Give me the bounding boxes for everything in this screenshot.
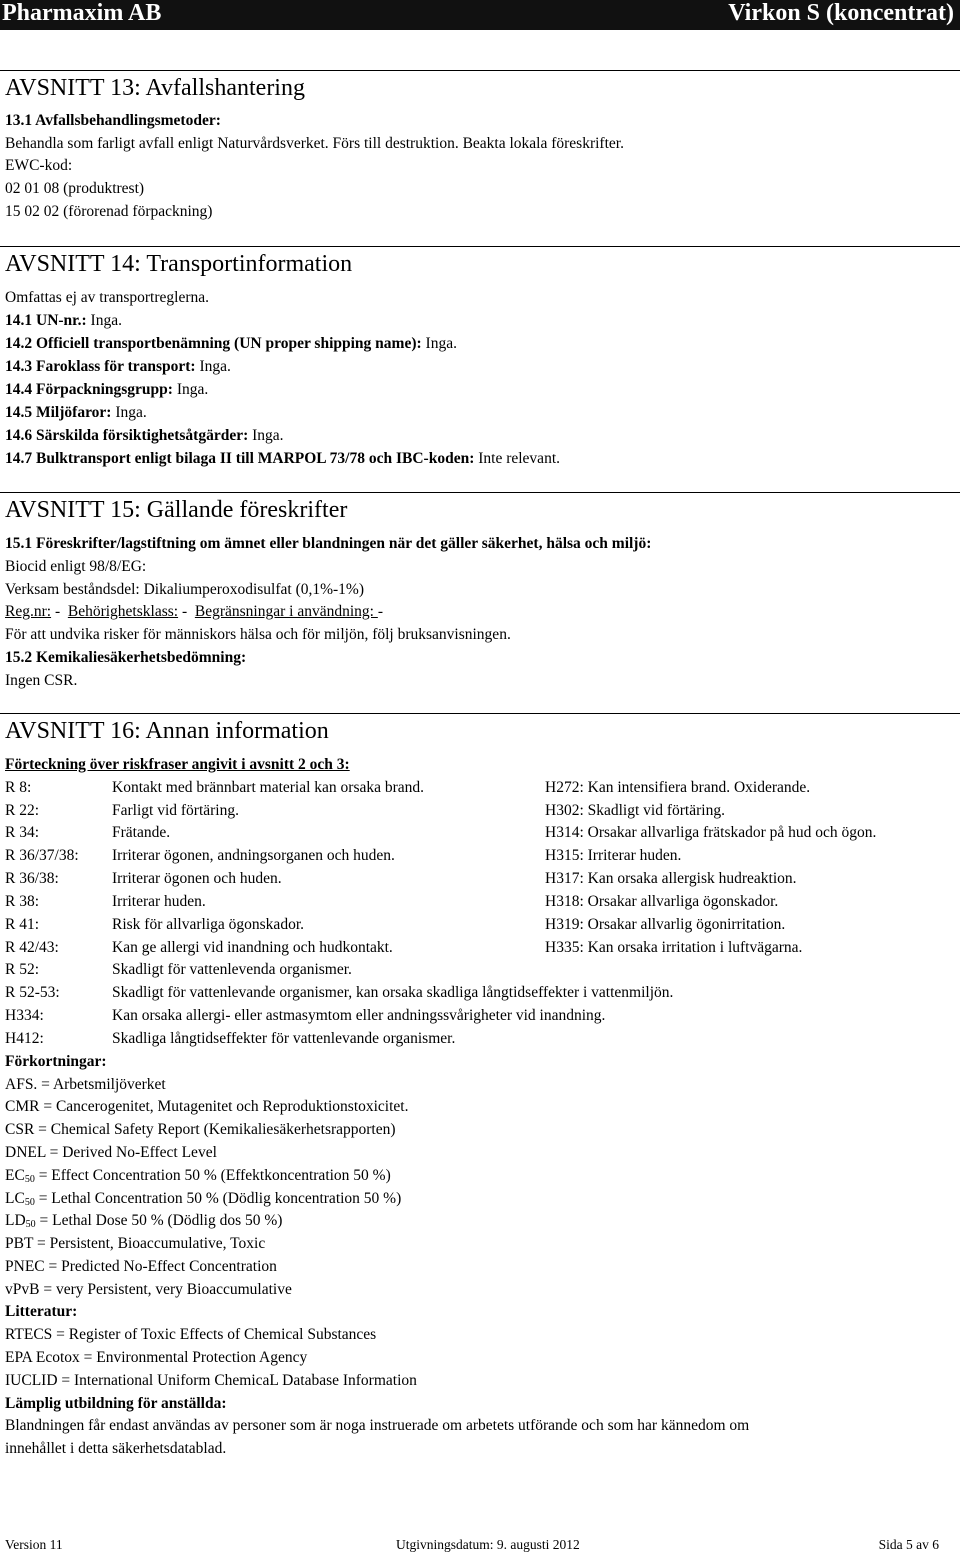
abbreviations-title: Förkortningar: [5,1053,107,1070]
risk-phrase-row: R 52: Skadligt för vattenlevenda organismer. [5,961,352,978]
abbreviation-item: CSR = Chemical Safety Report (Kemikaliesäkerhetsrapporten) [5,1121,396,1138]
abbreviation-item: PBT = Persistent, Bioaccumulative, Toxic [5,1235,266,1252]
abbreviation-item: $LC_{50}$ = Lethal Concentration 50 % (Dödlig koncentration 50 %) [5,1190,402,1208]
literature-item: EPA Ecotox = Environmental Protection Agency [5,1349,308,1366]
literature-item: RTECS = Register of Toxic Effects of Chemical Substances [5,1326,377,1343]
risk-phrase-row: R 42/43: Kan ge allergi vid inandning och hudkontakt. H335: Kan orsaka irritation i luftvägarna. [5,939,803,956]
s14-item: 14.4 Förpackningsgrupp: Inga. [5,381,209,398]
company-name: Pharmaxim AB [2,0,162,26]
section-14-title: AVSNITT 14: Transportinformation [5,251,353,277]
abbreviation-item: AFS. = Arbetsmiljöverket [5,1076,166,1093]
csr-text: Ingen CSR. [5,672,78,689]
abbreviation-item: $EC_{50}$ = Effect Concentration 50 % (Effektkoncentration 50 %) [5,1167,391,1185]
ewc-code-1: 02 01 08 (produktrest) [5,180,145,197]
document-header [0,0,960,30]
section-divider [0,492,960,493]
literature-title: Litteratur: [5,1303,78,1320]
literature-item: IUCLID = International Uniform ChemicaL Database Information [5,1372,417,1389]
s14-intro: Omfattas ej av transportreglerna. [5,289,209,306]
risk-phrase-row: R 22: Farligt vid förtäring. H302: Skadligt vid förtäring. [5,802,725,819]
section-divider [0,70,960,71]
risk-phrase-row: H334: Kan orsaka allergi- eller astmasymtom eller andningssvårigheter vid inandning. [5,1007,606,1024]
risk-phrase-row: R 41: Risk för allvarliga ögonskador. H319: Orsakar allvarlig ögonirritation. [5,916,786,933]
s14-item: 14.6 Särskilda försiktighetsåtgärder: Inga. [5,427,284,444]
training-title: Lämplig utbildning för anställda: [5,1395,227,1412]
section-15-title: AVSNITT 15: Gällande föreskrifter [5,497,348,523]
ewc-label: EWC-kod: [5,157,73,174]
s14-item: 14.5 Miljöfaror: Inga. [5,404,147,421]
abbreviation-item: PNEC = Predicted No-Effect Concentration [5,1258,277,1275]
footer-version: Version 11 [5,1537,63,1552]
abbreviation-item: DNEL = Derived No-Effect Level [5,1144,217,1161]
section-16-title: AVSNITT 16: Annan information [5,718,329,744]
ewc-code-2: 15 02 02 (förorenad förpackning) [5,203,213,220]
registration-line: Reg.nr: - Behörighetsklass: - Begränsningar i användning: - [5,603,383,620]
section-13-title: AVSNITT 13: Avfallshantering [5,75,305,101]
s15-subheading: 15.1 Föreskrifter/lagstiftning om ämnet eller blandningen när det gäller säkerhet, hälsa och miljö: [5,535,652,552]
s14-item: 14.7 Bulktransport enligt bilaga II till MARPOL 73/78 och IBC-koden: Inte relevant. [5,450,560,467]
risk-phrase-row: H412: Skadliga långtidseffekter för vattenlevande organismer. [5,1030,456,1047]
s15-subheading-2: 15.2 Kemikaliesäkerhetsbedömning: [5,649,247,666]
s14-item: 14.2 Officiell transportbenämning (UN proper shipping name): Inga. [5,335,457,352]
footer-page: Sida 5 av 6 [878,1537,939,1552]
risk-phrase-row: R 38: Irriterar huden. H318: Orsakar allvarliga ögonskador. [5,893,779,910]
abbreviation-item: $LD_{50}$ = Lethal Dose 50 % (Dödlig dos 50 %) [5,1212,283,1230]
product-name: Virkon S (koncentrat) [728,0,954,26]
risk-phrase-row: R 8: Kontakt med brännbart material kan orsaka brand. H272: Kan intensifiera brand. Oxiderande. [5,779,811,796]
s14-item: 14.1 UN-nr.: Inga. [5,312,122,329]
biocid-text: Biocid enligt 98/8/EG: [5,558,147,575]
footer-date: Utgivningsdatum: 9. augusti 2012 [396,1537,580,1552]
risk-phrase-row: R 34: Frätande. H314: Orsakar allvarliga frätskador på hud och ögon. [5,824,877,841]
section-divider [0,246,960,247]
training-text: innehållet i detta säkerhetsdatablad. [5,1440,227,1457]
s13-subheading: 13.1 Avfallsbehandlingsmetoder: [5,112,221,129]
abbreviation-item: vPvB = very Persistent, very Bioaccumulative [5,1281,292,1298]
section-divider [0,713,960,714]
risk-phrase-row: R 52-53: Skadligt för vattenlevande organismer, kan orsaka skadliga långtidseffekter i vattenmiljön. [5,984,674,1001]
s15-text: För att undvika risker för människors hälsa och för miljön, följ bruksanvisningen. [5,626,511,643]
training-text: Blandningen får endast användas av personer som är noga instruerade om arbetets utförande och som har kännedom om [5,1417,750,1434]
risk-list-title: Förteckning över riskfraser angivit i avsnitt 2 och 3: [5,756,350,773]
s14-item: 14.3 Faroklass för transport: Inga. [5,358,231,375]
risk-phrase-row: R 36/38: Irriterar ögonen och huden. H317: Kan orsaka allergisk hudreaktion. [5,870,797,887]
s13-text: Behandla som farligt avfall enligt Naturvårdsverket. Förs till destruktion. Beakta lokala föreskrifter. [5,135,624,152]
risk-phrase-row: R 36/37/38: Irriterar ögonen, andningsorganen och huden. H315: Irriterar huden. [5,847,682,864]
abbreviation-item: CMR = Cancerogenitet, Mutagenitet och Reproduktionstoxicitet. [5,1098,409,1115]
active-substance: Verksam beståndsdel: Dikaliumperoxodisulfat (0,1%-1%) [5,581,364,598]
